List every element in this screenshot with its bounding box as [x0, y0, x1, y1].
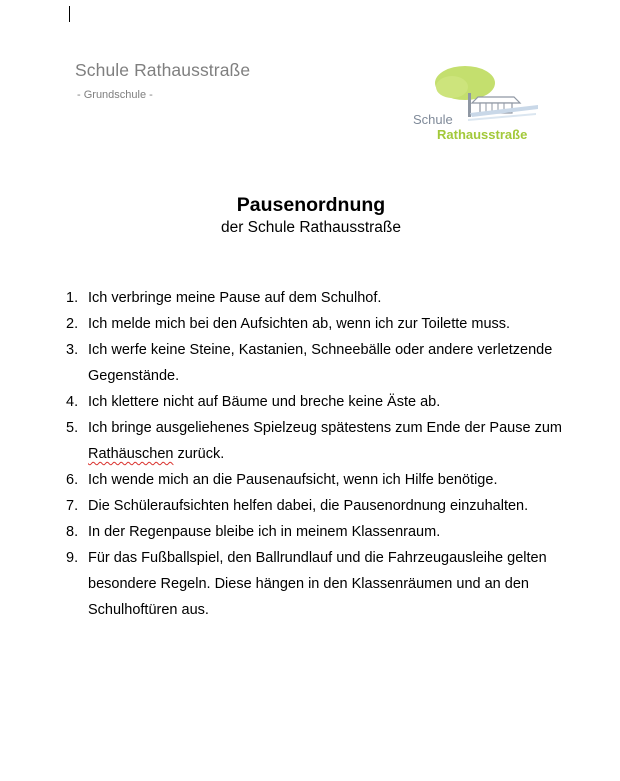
rule-number: 9. — [66, 550, 79, 566]
rule-text: Ich melde mich bei den Aufsichten ab, wenn ich zur Toilette muss. — [88, 316, 511, 332]
rule-text — [88, 415, 566, 467]
rule-text: Ich verbringe meine Pause auf dem Schulhof. — [88, 290, 382, 306]
rule-item — [66, 311, 566, 337]
rule-item — [66, 337, 566, 389]
rule-item — [66, 519, 566, 545]
rule-number: 3. — [66, 342, 79, 358]
rule-text: In der Regenpause bleibe ich in meinem Klassenraum. — [88, 524, 441, 540]
document-title: Pausenordnung — [236, 194, 386, 216]
rule-item — [66, 389, 566, 415]
rule-text: Ich werfe keine Steine, Kastanien, Schneebälle oder andere verletzende Gegenstände. — [88, 342, 553, 384]
spelling-flagged-word[interactable]: Rathäuschen — [88, 446, 174, 462]
rule-number: 8. — [66, 524, 79, 540]
school-name: Schule Rathausstraße — [75, 60, 251, 80]
rule-text: Die Schüleraufsichten helfen dabei, die Pausenordnung einzuhalten. — [88, 498, 529, 514]
rules-list — [66, 285, 566, 623]
logo-text-rathausstrasse: Rathausstraße — [437, 127, 528, 142]
rule-text: Ich wende mich an die Pausenaufsicht, wenn ich Hilfe benötige. — [88, 472, 498, 488]
rule-item — [66, 493, 566, 519]
rule-number: 2. — [66, 316, 79, 332]
rule-text-part: zurück. — [173, 446, 225, 462]
rule-item — [66, 285, 566, 311]
rule-number: 1. — [66, 290, 79, 306]
rule-text-part: Ich bringe ausgeliehenes Spielzeug spätestens zum Ende der Pause zum — [88, 420, 562, 436]
school-logo — [410, 63, 540, 145]
rule-item — [66, 545, 566, 623]
document-subtitle: der Schule Rathausstraße — [220, 219, 402, 236]
rule-item — [66, 467, 566, 493]
rule-number: 5. — [66, 420, 79, 436]
rule-item — [66, 415, 566, 467]
logo-text-schule: Schule — [413, 112, 453, 127]
rule-number: 6. — [66, 472, 79, 488]
rule-number: 4. — [66, 394, 79, 410]
text-cursor — [69, 6, 70, 22]
rule-text: Für das Fußballspiel, den Ballrundlauf und die Fahrzeugausleihe gelten besondere Regeln. Diese hängen in den Klassenräumen und an den Schulhoftüren aus. — [88, 550, 547, 618]
school-type: - Grundschule - — [77, 89, 153, 101]
rule-number: 7. — [66, 498, 79, 514]
rule-text: Ich klettere nicht auf Bäume und breche keine Äste ab. — [88, 394, 441, 410]
